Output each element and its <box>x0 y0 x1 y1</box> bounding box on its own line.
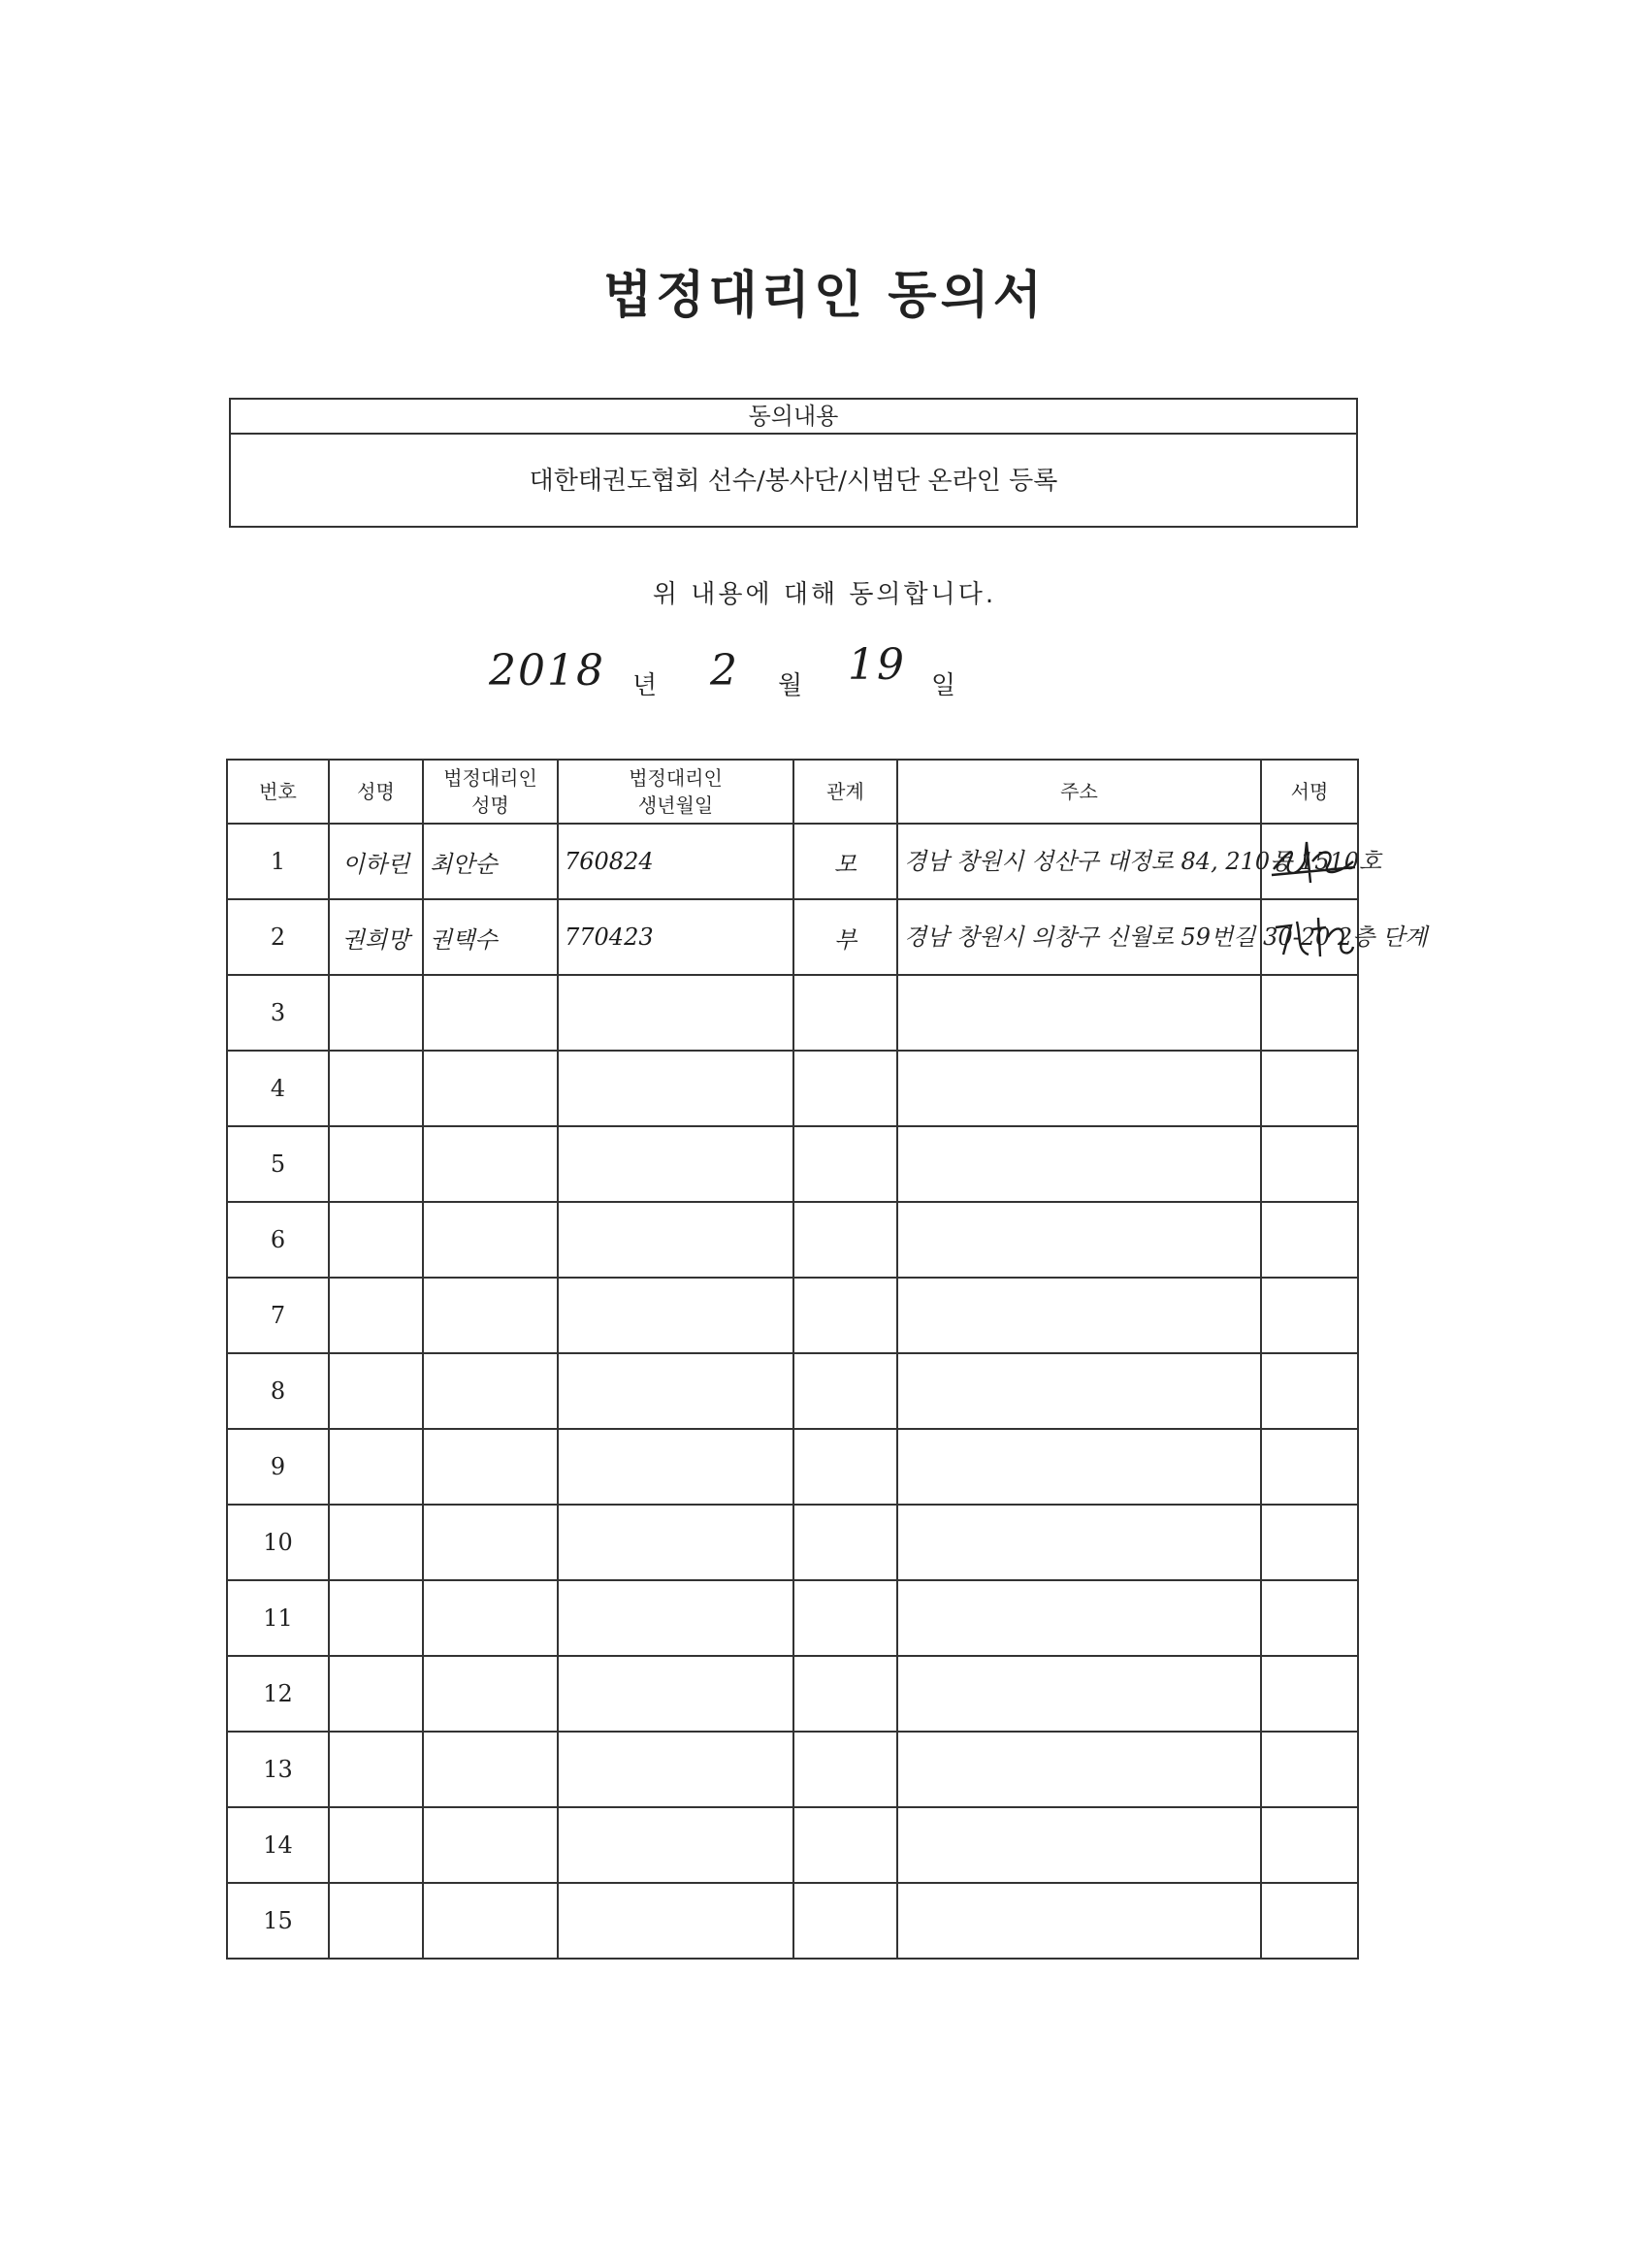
row-guardian-birth <box>558 1807 793 1883</box>
table-row <box>227 975 1358 1051</box>
row-name <box>329 1732 423 1807</box>
row-guardian-birth <box>558 1051 793 1126</box>
row-relation <box>793 1051 897 1126</box>
row-relation <box>793 1126 897 1202</box>
row-number: 14 <box>227 1807 329 1883</box>
row-signature <box>1261 1126 1358 1202</box>
row-name: 권희망 <box>329 899 423 975</box>
row-guardian-name <box>423 1883 558 1959</box>
row-address <box>897 1126 1261 1202</box>
row-guardian-name <box>423 1202 558 1278</box>
date-day: 19 <box>848 640 906 690</box>
row-relation <box>793 1883 897 1959</box>
row-address <box>897 1883 1261 1959</box>
row-name <box>329 1126 423 1202</box>
row-number: 6 <box>227 1202 329 1278</box>
row-relation <box>793 1202 897 1278</box>
row-address: 경남 창원시 성산구 대정로 84, 210동 1510호 <box>897 824 1261 899</box>
row-name <box>329 1429 423 1505</box>
row-relation <box>793 1580 897 1656</box>
row-address <box>897 1429 1261 1505</box>
row-guardian-name <box>423 1807 558 1883</box>
row-address <box>897 1505 1261 1580</box>
row-address <box>897 975 1261 1051</box>
row-number: 13 <box>227 1732 329 1807</box>
table-row <box>227 1883 1358 1959</box>
row-number: 7 <box>227 1278 329 1353</box>
table-row <box>227 1126 1358 1202</box>
table-row <box>227 1807 1358 1883</box>
header-address: 주소 <box>897 760 1261 824</box>
date-year: 2018 <box>489 646 605 696</box>
row-relation <box>793 1732 897 1807</box>
row-guardian-name <box>423 1353 558 1429</box>
row-signature <box>1261 975 1358 1051</box>
table-row <box>227 1278 1358 1353</box>
header-relation: 관계 <box>793 760 897 824</box>
row-relation <box>793 1505 897 1580</box>
row-relation <box>793 975 897 1051</box>
header-number: 번호 <box>227 760 329 824</box>
header-guardian-birth: 법정대리인 생년월일 <box>558 760 793 824</box>
header-signature: 서명 <box>1261 760 1358 824</box>
table-row <box>227 1353 1358 1429</box>
row-guardian-birth <box>558 975 793 1051</box>
row-signature <box>1261 1051 1358 1126</box>
row-guardian-name <box>423 1126 558 1202</box>
row-guardian-birth <box>558 1126 793 1202</box>
row-relation <box>793 1278 897 1353</box>
row-signature <box>1261 1732 1358 1807</box>
row-guardian-name <box>423 1580 558 1656</box>
row-relation: 부 <box>793 899 897 975</box>
row-name <box>329 1807 423 1883</box>
row-guardian-name <box>423 1656 558 1732</box>
header-guardian-name: 법정대리인 성명 <box>423 760 558 824</box>
table-row <box>227 899 1358 975</box>
row-guardian-name: 권택수 <box>423 899 558 975</box>
row-name <box>329 1353 423 1429</box>
row-number: 10 <box>227 1505 329 1580</box>
row-number: 1 <box>227 824 329 899</box>
row-guardian-birth <box>558 1883 793 1959</box>
row-relation <box>793 1353 897 1429</box>
row-address <box>897 1732 1261 1807</box>
row-number: 3 <box>227 975 329 1051</box>
consent-content-text: 대한태권도협회 선수/봉사단/시범단 온라인 등록 <box>529 467 1058 496</box>
table-header-row <box>227 760 1358 824</box>
date-month: 2 <box>710 646 739 696</box>
row-guardian-birth <box>558 1278 793 1353</box>
row-relation <box>793 1807 897 1883</box>
row-name <box>329 1202 423 1278</box>
row-signature <box>1261 1807 1358 1883</box>
row-guardian-birth <box>558 1656 793 1732</box>
row-address <box>897 1278 1261 1353</box>
agreement-statement: 위 내용에 대해 동의합니다. <box>652 580 997 609</box>
row-number: 5 <box>227 1126 329 1202</box>
row-guardian-birth: 760824 <box>558 824 793 899</box>
row-address <box>897 1202 1261 1278</box>
row-guardian-name <box>423 1278 558 1353</box>
row-number: 9 <box>227 1429 329 1505</box>
table-row <box>227 1505 1358 1580</box>
document-title: 법정대리인 동의서 <box>603 267 1046 325</box>
row-relation <box>793 1429 897 1505</box>
row-guardian-name <box>423 1429 558 1505</box>
row-guardian-birth <box>558 1353 793 1429</box>
row-address: 경남 창원시 의창구 신월로 59번길 30-20 2층 단계 <box>897 899 1261 975</box>
header-name: 성명 <box>329 760 423 824</box>
row-name <box>329 1883 423 1959</box>
row-signature <box>1261 1883 1358 1959</box>
row-signature <box>1261 1278 1358 1353</box>
table-row <box>227 1051 1358 1126</box>
row-guardian-birth <box>558 1505 793 1580</box>
row-guardian-birth <box>558 1429 793 1505</box>
row-guardian-name <box>423 1505 558 1580</box>
row-guardian-birth <box>558 1202 793 1278</box>
row-number: 15 <box>227 1883 329 1959</box>
row-guardian-name <box>423 975 558 1051</box>
row-number: 2 <box>227 899 329 975</box>
row-guardian-birth: 770423 <box>558 899 793 975</box>
row-name: 이하린 <box>329 824 423 899</box>
row-guardian-name <box>423 1732 558 1807</box>
row-signature <box>1261 1429 1358 1505</box>
row-number: 11 <box>227 1580 329 1656</box>
row-address <box>897 1051 1261 1126</box>
guardian-consent-table <box>226 759 1428 1960</box>
date-day-unit: 일 <box>931 671 956 700</box>
consent-content-header: 동의내용 <box>231 400 1356 435</box>
row-number: 4 <box>227 1051 329 1126</box>
row-signature <box>1261 1202 1358 1278</box>
row-relation: 모 <box>793 824 897 899</box>
date-month-unit: 월 <box>778 671 803 700</box>
row-name <box>329 1580 423 1656</box>
row-guardian-birth <box>558 1732 793 1807</box>
row-name <box>329 1278 423 1353</box>
table-row <box>227 1202 1358 1278</box>
row-name <box>329 975 423 1051</box>
row-number: 12 <box>227 1656 329 1732</box>
row-guardian-name <box>423 1051 558 1126</box>
consent-content-box <box>229 398 1358 528</box>
row-name <box>329 1051 423 1126</box>
table-row <box>227 1732 1358 1807</box>
table-row <box>227 1429 1358 1505</box>
table-row <box>227 824 1358 899</box>
row-signature <box>1261 1656 1358 1732</box>
row-signature <box>1261 1353 1358 1429</box>
row-address <box>897 1580 1261 1656</box>
row-guardian-name: 최안순 <box>423 824 558 899</box>
row-address <box>897 1656 1261 1732</box>
row-address <box>897 1353 1261 1429</box>
table-row <box>227 1580 1358 1656</box>
row-guardian-birth <box>558 1580 793 1656</box>
row-relation <box>793 1656 897 1732</box>
row-number: 8 <box>227 1353 329 1429</box>
row-name <box>329 1505 423 1580</box>
date-year-unit: 년 <box>632 671 658 700</box>
row-address <box>897 1807 1261 1883</box>
row-signature <box>1261 1580 1358 1656</box>
row-name <box>329 1656 423 1732</box>
table-row <box>227 1656 1358 1732</box>
row-signature <box>1261 1505 1358 1580</box>
